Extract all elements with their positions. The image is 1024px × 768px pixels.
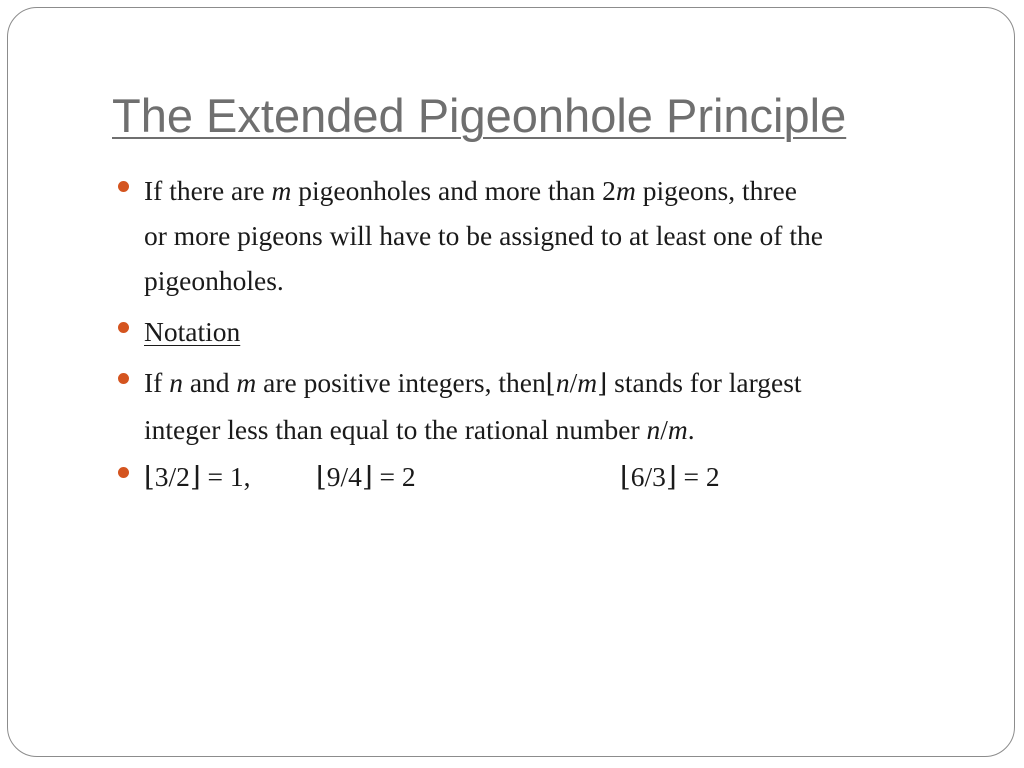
floor-open-symbol: ⌊: [545, 369, 556, 399]
bullet-3-line-1: [144, 360, 974, 407]
variable-m: m: [577, 367, 598, 398]
bullet-dot-icon: [118, 322, 129, 333]
fraction-slash: /: [660, 414, 668, 445]
slide-title: The Extended Pigeonhole Principle: [112, 89, 847, 142]
bullet-item-examples: [144, 454, 974, 499]
text-run: pigeons, three: [635, 175, 797, 206]
bullet-item-extended-principle: [144, 168, 974, 303]
text-run: and: [182, 367, 237, 398]
variable-n: n: [169, 367, 183, 398]
variable-m: m: [667, 414, 688, 445]
bullet-3-line-2: [144, 407, 974, 452]
floor-example-3: ⌊6/3⌋ = 2: [620, 461, 720, 492]
bullet-1-line-3: pigeonholes.: [144, 265, 284, 296]
bullet-1-line-1: [144, 168, 974, 213]
fraction-slash: /: [569, 367, 578, 398]
bullet-1-line-2: or more pigeons will have to be assigned to at least one of the: [144, 220, 823, 251]
bullet-dot-icon: [118, 181, 129, 192]
text-run: If there are: [144, 175, 272, 206]
notation-heading: Notation: [144, 316, 241, 347]
floor-close-symbol: ⌋: [597, 369, 608, 399]
bullet-item-floor-definition: [144, 360, 974, 452]
text-run: pigeonholes and more than 2: [291, 175, 616, 206]
bullet-item-notation: [144, 309, 974, 354]
floor-example-1: ⌊3/2⌋ = 1,: [144, 461, 251, 492]
text-run: .: [687, 414, 695, 445]
text-run: are positive integers, then: [256, 367, 546, 398]
bullet-dot-icon: [118, 467, 129, 478]
text-run: integer less than equal to the rational number: [144, 414, 647, 445]
variable-m: m: [615, 175, 636, 206]
text-run: stands for largest: [607, 367, 802, 398]
floor-example-2: ⌊9/4⌋ = 2: [316, 461, 416, 492]
variable-n: n: [646, 414, 661, 445]
variable-m: m: [236, 367, 257, 398]
bullet-dot-icon: [118, 373, 129, 384]
bullet-list: [144, 168, 974, 499]
text-run: If: [144, 367, 170, 398]
variable-m: m: [271, 175, 292, 206]
variable-n: n: [555, 367, 570, 398]
